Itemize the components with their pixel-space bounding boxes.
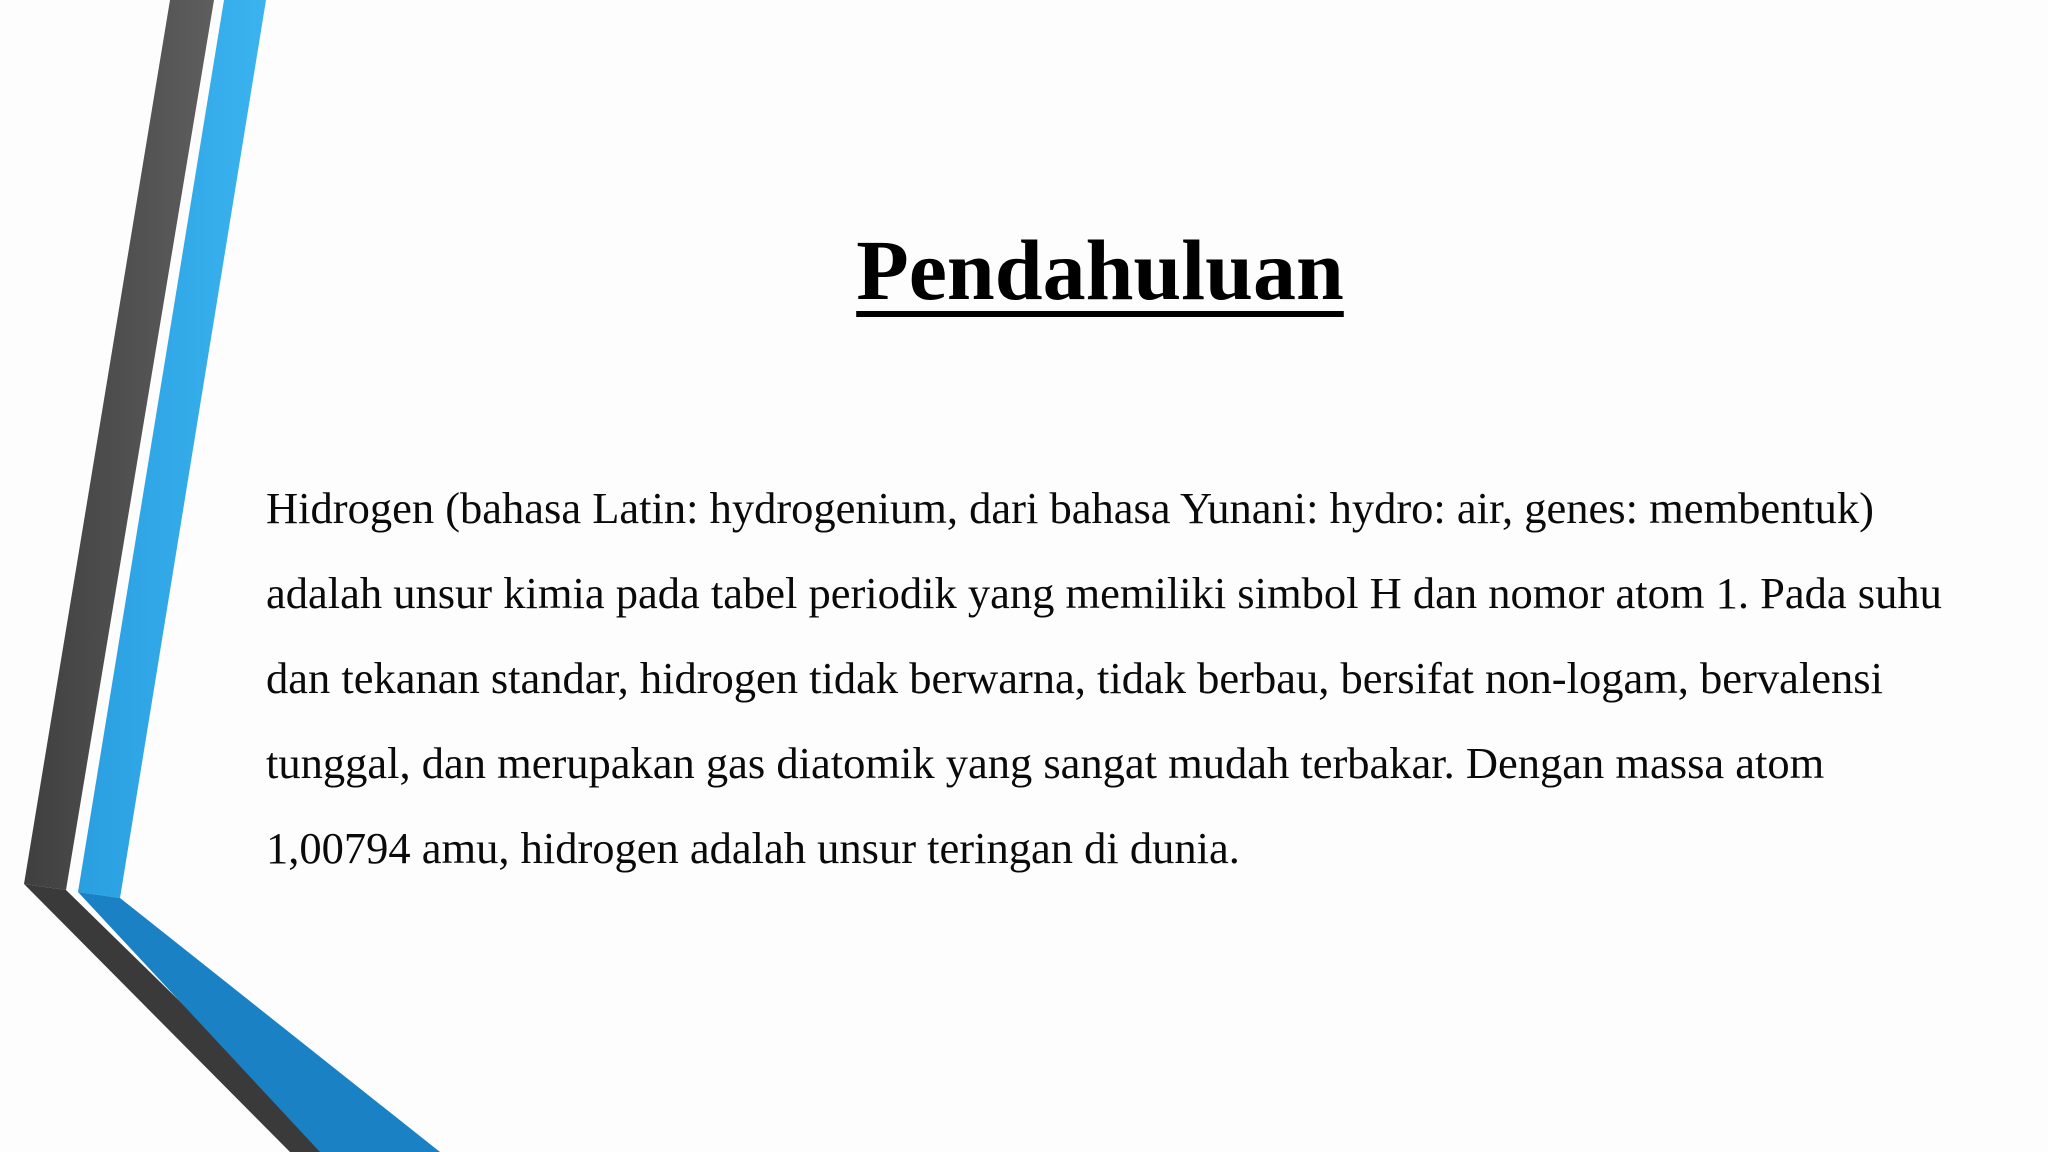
slide-title-text: Pendahuluan — [856, 222, 1344, 318]
slide-body-paragraph: Hidrogen (bahasa Latin: hydrogenium, dari bahasa Yunani: hydro: air, genes: membentuk) adalah unsur kimia pada tabel periodik yang memiliki simbol H dan nomor atom 1. Pada suhu dan tekanan standar, hidrogen tidak berwarna, tidak berbau, bersifat non-logam, bervalensi tunggal, dan merupakan gas diatomik yang sangat mudah terbakar. Dengan massa atom 1,00794 amu, hidrogen adalah unsur teringan di dunia. — [266, 483, 1942, 873]
slide-title — [460, 220, 1740, 320]
